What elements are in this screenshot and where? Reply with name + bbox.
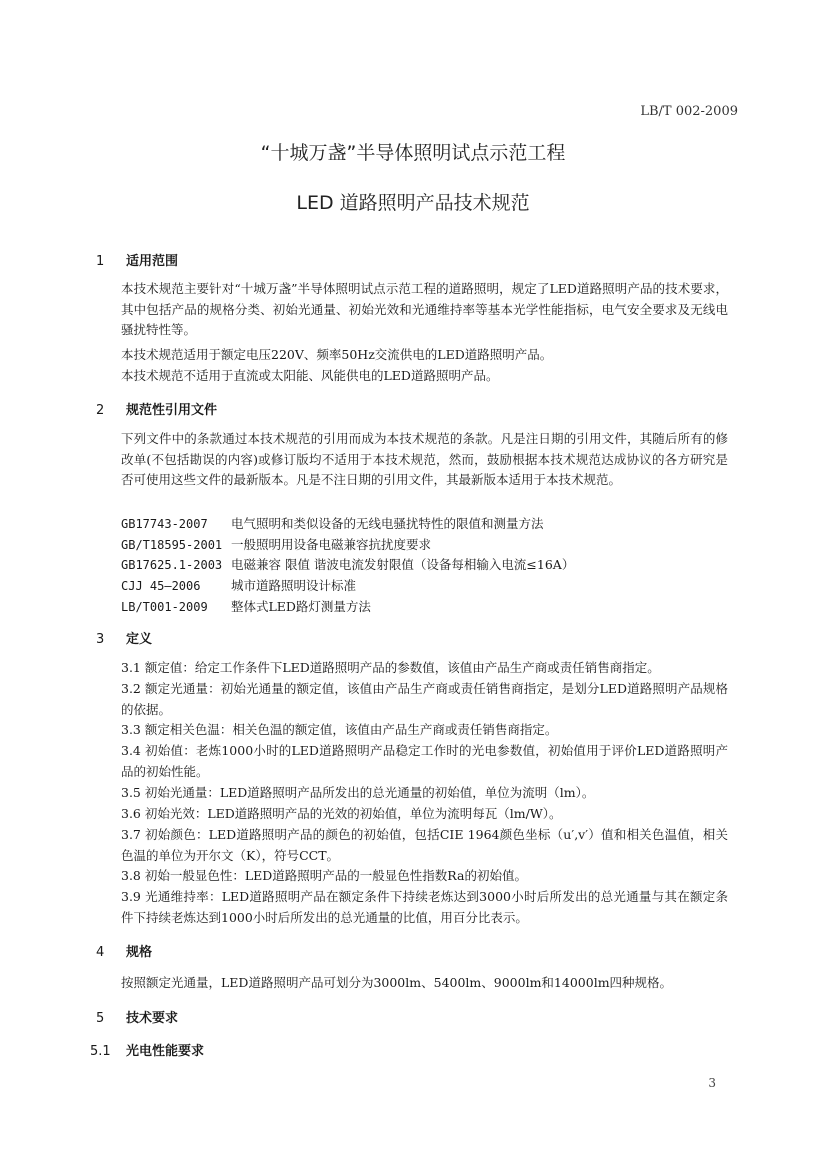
section-title: 适用范围 bbox=[126, 254, 179, 269]
definition-text: 3.6 初始光效：LED道路照明产品的光效的初始值，单位为流明每瓦（lm/W）。 bbox=[121, 806, 562, 821]
paragraph-text: 本技术规范主要针对“十城万盏”半导体照明试点示范工程的道路照明，规定了LED道路照明产品的技术要求，其中包括产品的规格分类、初始光通量、初始光效和光通维持率等基本光学性能指标，电气安全要求及无线电骚扰特性等。 bbox=[121, 281, 728, 337]
document-title-line1: “十城万盏”半导体照明试点示范工程 bbox=[260, 142, 566, 164]
section-1-para-3 bbox=[96, 366, 728, 387]
definition-3-7 bbox=[96, 825, 728, 866]
reference-title: 整体式LED路灯测量方法 bbox=[230, 599, 371, 614]
definition-text: 3.4 初始值：老炼1000小时的LED道路照明产品稳定工作时的光电参数值，初始值用于评价LED道路照明产品的初始性能。 bbox=[121, 743, 728, 779]
section-number: 5.1 bbox=[90, 1044, 111, 1059]
section-4-heading bbox=[96, 941, 152, 960]
definition-3-3 bbox=[96, 720, 728, 741]
section-title: 技术要求 bbox=[126, 1011, 179, 1026]
section-2-para bbox=[96, 429, 728, 491]
reference-code: CJJ 45—2006 bbox=[121, 579, 201, 593]
reference-item bbox=[121, 514, 544, 532]
section-1-para-2 bbox=[96, 345, 728, 366]
reference-item bbox=[121, 576, 356, 594]
document-code: LB/T 002-2009 bbox=[640, 104, 738, 119]
section-title: 定义 bbox=[126, 632, 153, 647]
definition-text: 3.5 初始光通量：LED道路照明产品所发出的总光通量的初始值，单位为流明（lm）。 bbox=[121, 785, 595, 800]
definition-text: 3.3 额定相关色温：相关色温的额定值，该值由产品生产商或责任销售商指定。 bbox=[121, 722, 558, 737]
section-title: 规格 bbox=[126, 945, 153, 960]
definition-text: 3.2 额定光通量：初始光通量的额定值，该值由产品生产商或责任销售商指定，是划分LED道路照明产品规格的依据。 bbox=[121, 681, 728, 717]
reference-code: GB/T18595-2001 bbox=[121, 538, 223, 552]
reference-item bbox=[121, 555, 574, 573]
paragraph-text: 本技术规范适用于额定电压220V、频率50Hz交流供电的LED道路照明产品。 bbox=[121, 347, 553, 362]
section-number: 2 bbox=[96, 403, 105, 418]
definition-3-2 bbox=[96, 679, 728, 720]
section-1-para-1 bbox=[96, 279, 728, 341]
document-title-line2: LED 道路照明产品技术规范 bbox=[296, 192, 530, 214]
section-5-heading bbox=[96, 1007, 178, 1026]
section-title: 规范性引用文件 bbox=[126, 403, 218, 418]
reference-code: GB17743-2007 bbox=[121, 517, 208, 531]
reference-item bbox=[121, 597, 371, 615]
definition-3-8 bbox=[96, 866, 728, 887]
section-title: 光电性能要求 bbox=[126, 1044, 205, 1059]
definition-3-5 bbox=[96, 783, 728, 804]
definition-text: 3.7 初始颜色：LED道路照明产品的颜色的初始值，包括CIE 1964颜色坐标（u′,v′）值和相关色温值，相关色温的单位为开尔文（K），符号CCT。 bbox=[121, 827, 728, 863]
section-5-1-heading bbox=[90, 1040, 204, 1059]
paragraph-text: 按照额定光通量，LED道路照明产品可划分为3000lm、5400lm、9000lm和14000lm四种规格。 bbox=[121, 975, 673, 990]
reference-code: GB17625.1-2003 bbox=[121, 558, 223, 572]
section-2-heading bbox=[96, 399, 217, 418]
definition-3-4 bbox=[96, 741, 728, 782]
paragraph-text: 下列文件中的条款通过本技术规范的引用而成为本技术规范的条款。凡是注日期的引用文件，其随后所有的修改单(不包括勘误的内容)或修订版均不适用于本技术规范，然而，鼓励根据本技术规范达成协议的各方研究是否可使用这些文件的最新版本。凡是不注日期的引用文件，其最新版本适用于本技术规范。 bbox=[121, 431, 728, 487]
section-number: 1 bbox=[96, 254, 105, 269]
reference-title: 电磁兼容 限值 谐波电流发射限值（设备每相输入电流≤16A） bbox=[230, 557, 575, 572]
section-4-para bbox=[96, 973, 728, 994]
paragraph-text: 本技术规范不适用于直流或太阳能、风能供电的LED道路照明产品。 bbox=[121, 368, 499, 383]
reference-title: 一般照明用设备电磁兼容抗扰度要求 bbox=[230, 537, 431, 552]
page-number: 3 bbox=[708, 1076, 716, 1090]
reference-code: LB/T001-2009 bbox=[121, 600, 208, 614]
definition-3-9 bbox=[96, 887, 728, 928]
section-number: 4 bbox=[96, 945, 105, 960]
definition-3-1 bbox=[96, 658, 728, 679]
section-3-heading bbox=[96, 628, 152, 647]
reference-item bbox=[121, 535, 431, 553]
section-number: 3 bbox=[96, 632, 105, 647]
definition-text: 3.1 额定值：给定工作条件下LED道路照明产品的参数值，该值由产品生产商或责任销售商指定。 bbox=[121, 660, 660, 675]
reference-title: 城市道路照明设计标准 bbox=[230, 578, 356, 593]
reference-title: 电气照明和类似设备的无线电骚扰特性的限值和测量方法 bbox=[230, 516, 544, 531]
definition-text: 3.9 光通维持率：LED道路照明产品在额定条件下持续老炼达到3000小时后所发出的总光通量与其在额定条件下持续老炼达到1000小时后所发出的总光通量的比值，用百分比表示。 bbox=[121, 889, 728, 925]
definition-text: 3.8 初始一般显色性：LED道路照明产品的一般显色性指数Ra的初始值。 bbox=[121, 868, 527, 883]
section-1-heading bbox=[96, 250, 178, 269]
definition-3-6 bbox=[96, 804, 728, 825]
section-number: 5 bbox=[96, 1011, 105, 1026]
